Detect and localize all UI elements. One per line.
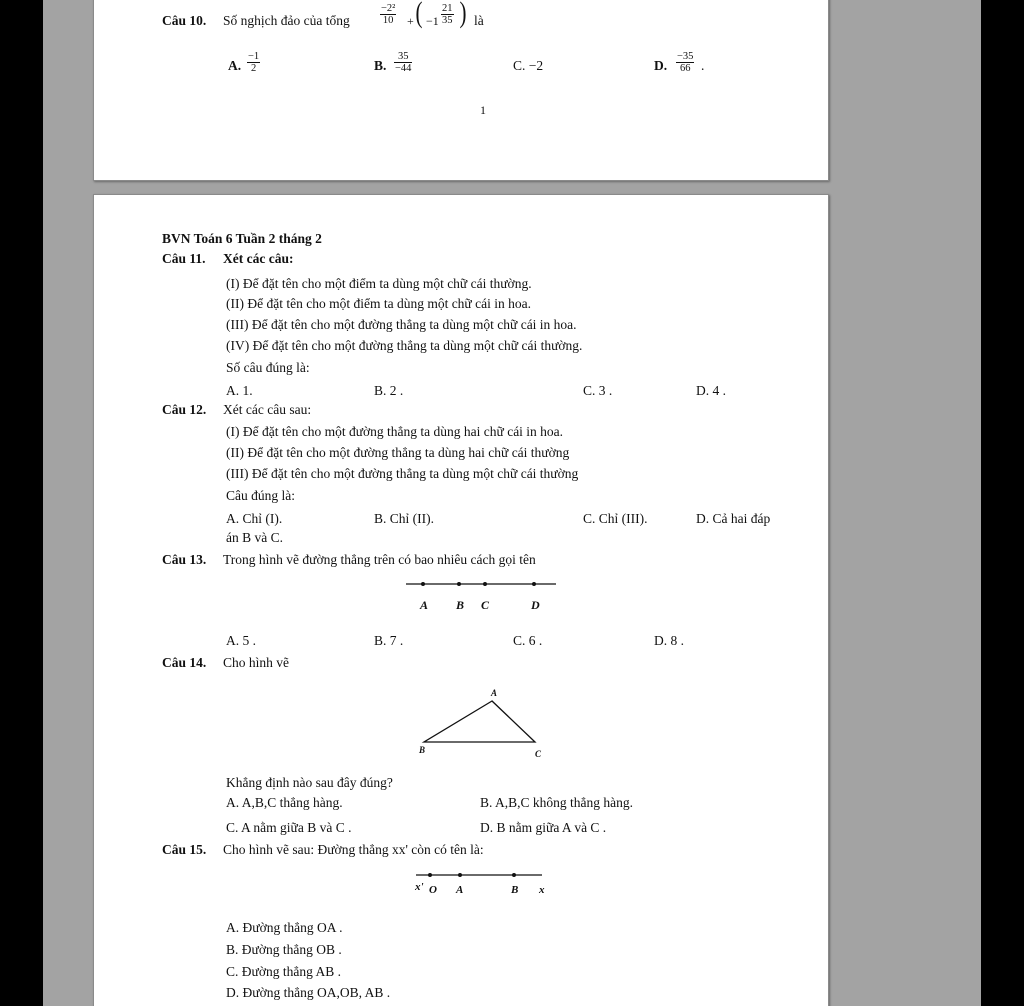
- page-number: 1: [480, 103, 486, 117]
- pdf-viewer[interactable]: [43, 0, 981, 1006]
- q15-point-o: [428, 873, 432, 877]
- q14-triangle-figure: [424, 699, 544, 749]
- q14-stem: Cho hình vẽ: [223, 655, 289, 670]
- q14-vertex-a: A: [491, 688, 498, 698]
- q13-opt-b: B. 7 .: [374, 633, 404, 648]
- q13-line-figure: [406, 579, 556, 589]
- q10-frac1-num: −2²: [381, 3, 396, 14]
- q13-point-a: [421, 582, 425, 586]
- q10-opt-c: C. −2: [513, 58, 544, 73]
- q10-opt-d-dot: .: [701, 58, 705, 73]
- q13-point-d: [532, 582, 536, 586]
- q10-tail: là: [474, 13, 484, 28]
- q12-opt-a: A. Chỉ (I).: [226, 511, 283, 526]
- q10-frac2-den: 35: [442, 15, 453, 26]
- q12-statement-1: (I) Để đặt tên cho một đường thẳng ta dùng hai chữ cái in hoa.: [226, 424, 564, 439]
- q14-vertex-b: B: [419, 745, 426, 755]
- q11-statement-1: (I) Để đặt tên cho một điểm ta dùng một chữ cái thường.: [226, 276, 532, 291]
- q12-opt-b: B. Chỉ (II).: [374, 511, 434, 526]
- q13-opt-d: D. 8 .: [654, 633, 684, 648]
- q15-label: Câu 15.: [162, 842, 207, 857]
- q15-opt-d: D. Đường thẳng OA,OB, AB .: [226, 985, 391, 1000]
- q10-opt-d-frac: [676, 51, 694, 74]
- q10-frac2: [441, 3, 454, 26]
- q15-label-x: x: [539, 884, 545, 896]
- q10-opt-a-den: 2: [250, 63, 257, 74]
- q15-opt-c: C. Đường thẳng AB .: [226, 964, 341, 979]
- q10-label: Câu 10.: [162, 13, 207, 28]
- q15-opt-a: A. Đường thẳng OA .: [226, 920, 343, 935]
- q11-prompt: Số câu đúng là:: [226, 360, 310, 375]
- q14-opt-a: A. A,B,C thẳng hàng.: [226, 795, 343, 810]
- q15-label-a: A: [456, 884, 464, 896]
- q15-stem: Cho hình vẽ sau: Đường thẳng xx' còn có tên là:: [223, 842, 484, 857]
- q13-opt-c: C. 6 .: [513, 633, 543, 648]
- q14-opt-c: C. A nằm giữa B và C .: [226, 820, 352, 835]
- q11-label: Câu 11.: [162, 251, 206, 266]
- q11-opt-c: C. 3 .: [583, 383, 613, 398]
- page-1: [93, 0, 829, 181]
- q15-opt-b: B. Đường thẳng OB .: [226, 942, 342, 957]
- q10-opt-b-den: −44: [395, 63, 412, 74]
- q15-label-b: B: [511, 884, 519, 896]
- q11-opt-a: A. 1.: [226, 383, 253, 398]
- q10-opt-d-den: 66: [679, 63, 691, 74]
- q13-stem: Trong hình vẽ đường thẳng trên có bao nhiêu cách gọi tên: [223, 552, 536, 567]
- q11-opt-b: B. 2 .: [374, 383, 404, 398]
- q11-opt-d: D. 4 .: [696, 383, 726, 398]
- page-2: [93, 194, 829, 1006]
- q13-opt-a: A. 5 .: [226, 633, 256, 648]
- q12-prompt: Câu đúng là:: [226, 488, 295, 503]
- q15-label-x-prime: x': [415, 881, 424, 893]
- q14-opt-b: B. A,B,C không thẳng hàng.: [480, 795, 634, 810]
- q15-point-b: [512, 873, 516, 877]
- q11-statement-4: (IV) Để đặt tên cho một đường thẳng ta dùng một chữ cái thường.: [226, 338, 583, 353]
- q13-label-d: D: [531, 598, 540, 612]
- q15-label-o: O: [429, 884, 437, 896]
- q12-label: Câu 12.: [162, 402, 207, 417]
- q13-label: Câu 13.: [162, 552, 207, 567]
- q10-paren-open: (: [415, 0, 423, 29]
- q14-opt-d: D. B nằm giữa A và C .: [480, 820, 607, 835]
- q13-label-a: A: [420, 598, 429, 612]
- q11-statement-2: (II) Để đặt tên cho một điểm ta dùng một chữ cái in hoa.: [226, 296, 531, 311]
- q12-statement-3: (III) Để đặt tên cho một đường thẳng ta dùng một chữ cái thường: [226, 466, 579, 481]
- q14-prompt: Khẳng định nào sau đây đúng?: [226, 775, 393, 790]
- q10-opt-a-frac: [247, 51, 260, 74]
- q11-statement-3: (III) Để đặt tên cho một đường thẳng ta dùng một chữ cái in hoa.: [226, 317, 577, 332]
- q10-opt-a-label: A.: [228, 58, 242, 73]
- q10-frac2-num: 21: [442, 3, 453, 14]
- q14-vertex-c: C: [535, 749, 542, 759]
- q14-triangle: [424, 701, 535, 742]
- q10-opt-b-label: B.: [374, 58, 387, 73]
- q10-opt-b-num: 35: [394, 51, 412, 63]
- q13-point-b: [457, 582, 461, 586]
- q12-statement-2: (II) Để đặt tên cho một đường thẳng ta dùng hai chữ cái thường: [226, 445, 570, 460]
- q10-paren-close: ): [459, 0, 467, 29]
- q13-label-c: C: [481, 598, 490, 612]
- q10-plus: +: [407, 14, 414, 28]
- q12-opt-d-cont: án B và C.: [226, 530, 283, 545]
- q12-opt-d: D. Cả hai đáp: [696, 511, 771, 526]
- q10-opt-d-num: −35: [677, 51, 694, 62]
- q13-label-b: B: [456, 598, 465, 612]
- q12-opt-c: C. Chỉ (III).: [583, 511, 648, 526]
- q15-line-figure: [416, 871, 542, 879]
- q10-opt-a-num: −1: [248, 51, 260, 62]
- q10-minus-one: −1: [426, 14, 439, 28]
- q11-stem: Xét các câu:: [223, 251, 294, 266]
- q14-label: Câu 14.: [162, 655, 207, 670]
- q15-point-a: [458, 873, 462, 877]
- q12-stem: Xét các câu sau:: [223, 402, 312, 417]
- q10-stem: Số nghịch đảo của tổng: [223, 13, 350, 28]
- q10-frac1: [380, 3, 396, 26]
- doc-header: BVN Toán 6 Tuần 2 tháng 2: [162, 231, 322, 246]
- q10-opt-b-frac: [394, 51, 412, 74]
- q10-opt-d-label: D.: [654, 58, 668, 73]
- q10-frac1-den: 10: [382, 15, 394, 26]
- q13-point-c: [483, 582, 487, 586]
